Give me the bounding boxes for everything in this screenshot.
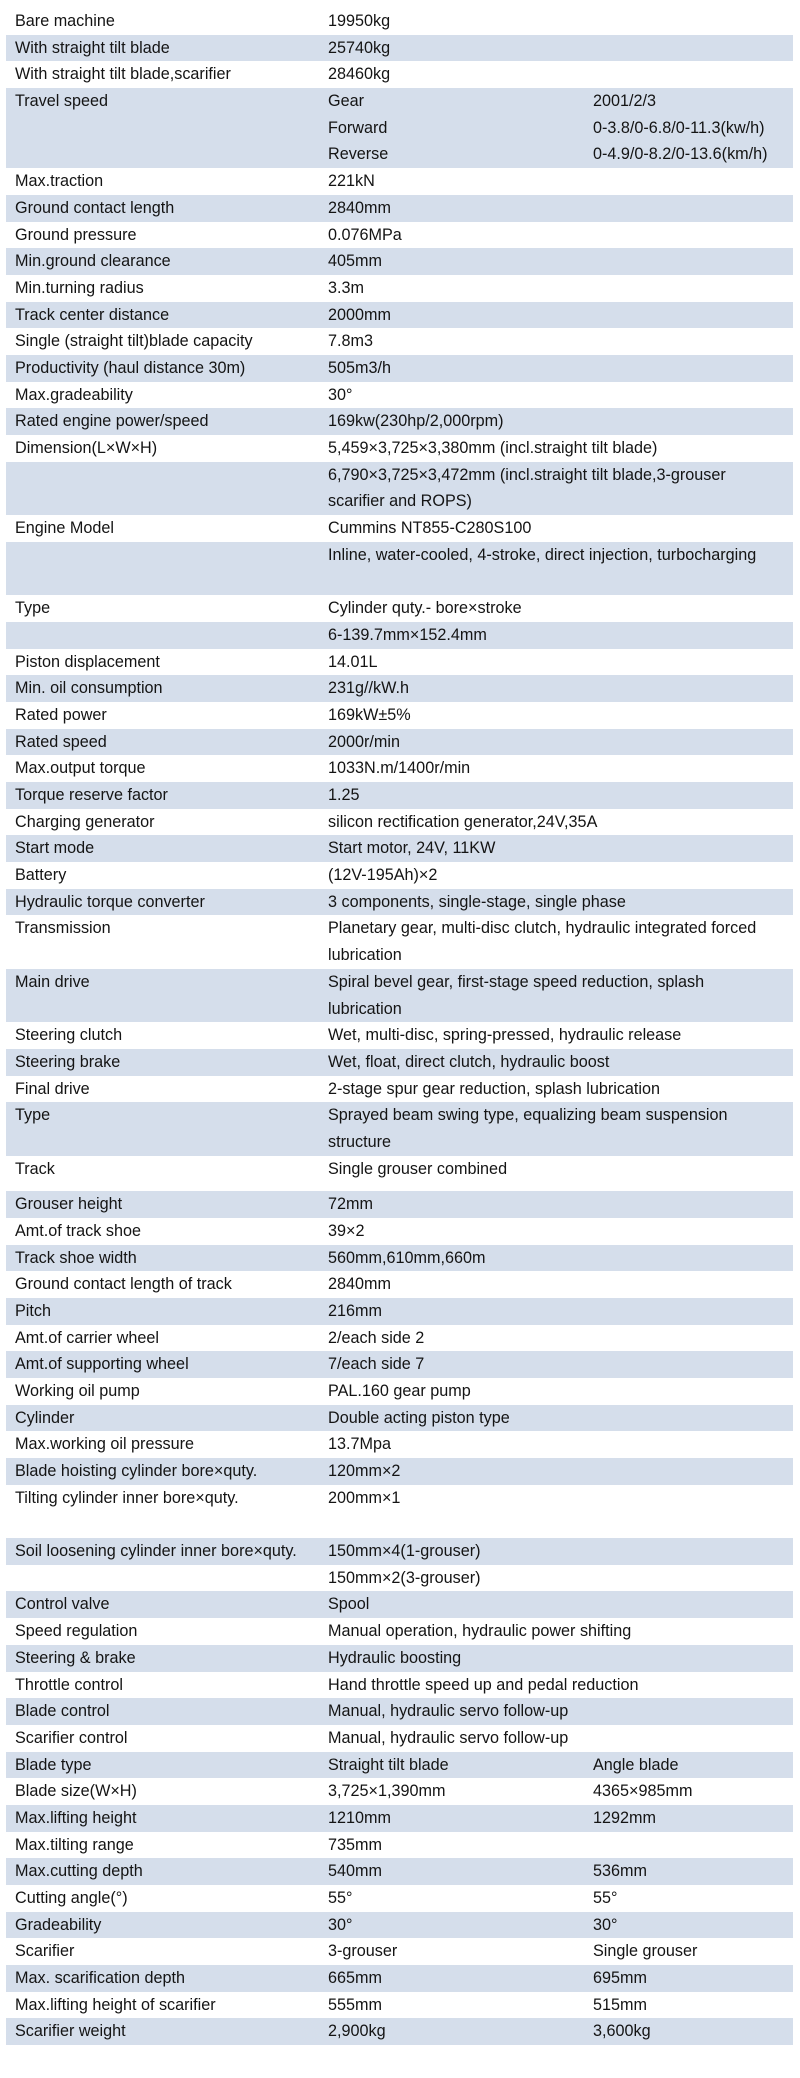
spec-value: 735mm bbox=[328, 1835, 382, 1854]
spec-label: Throttle control bbox=[15, 1675, 123, 1694]
spec-label: Soil loosening cylinder inner bore×quty. bbox=[15, 1542, 297, 1561]
spec-value: 2840mm bbox=[328, 1275, 391, 1294]
spec-row bbox=[6, 2018, 793, 2045]
spec-value: 150mm×4(1-grouser) bbox=[328, 1542, 481, 1561]
spec-value: 2840mm bbox=[328, 198, 391, 217]
spec-label: Rated speed bbox=[15, 732, 107, 751]
spec-row bbox=[6, 462, 793, 515]
spec-row bbox=[6, 1485, 793, 1538]
spec-row bbox=[6, 222, 793, 249]
spec-row bbox=[6, 1591, 793, 1618]
spec-value: 19950kg bbox=[328, 12, 391, 30]
spec-label: Max.tilting range bbox=[15, 1835, 134, 1854]
spec-row bbox=[6, 435, 793, 462]
spec-row bbox=[6, 1351, 793, 1378]
spec-value-alt: Angle blade bbox=[593, 1755, 679, 1774]
spec-label: Transmission bbox=[15, 919, 111, 938]
spec-label: Piston displacement bbox=[15, 652, 160, 671]
spec-label: Hydraulic torque converter bbox=[15, 892, 205, 911]
spec-label: Torque reserve factor bbox=[15, 785, 168, 804]
spec-label: With straight tilt blade bbox=[15, 38, 170, 57]
spec-value: Double acting piston type bbox=[328, 1408, 510, 1427]
spec-value: Wet, float, direct clutch, hydraulic boost bbox=[328, 1052, 610, 1071]
spec-row bbox=[6, 1271, 793, 1298]
spec-label: Single (straight tilt)blade capacity bbox=[15, 332, 253, 351]
spec-value: 2000mm bbox=[328, 305, 391, 324]
spec-value: silicon rectification generator,24V,35A bbox=[328, 812, 598, 831]
spec-value: 169kw(230hp/2,000rpm) bbox=[328, 412, 504, 431]
spec-value: 39×2 bbox=[328, 1221, 365, 1240]
spec-label: Amt.of carrier wheel bbox=[15, 1328, 159, 1347]
spec-row bbox=[6, 1778, 793, 1805]
spec-value-alt: Single grouser bbox=[593, 1942, 698, 1961]
spec-value: Sprayed beam swing type, equalizing beam suspension structure bbox=[328, 1106, 728, 1151]
spec-label: Steering clutch bbox=[15, 1026, 123, 1045]
spec-value: 6,790×3,725×3,472mm (incl.straight tilt blade,3-grouser scarifier and ROPS) bbox=[328, 465, 726, 511]
spec-value: Spiral bevel gear, first-stage speed reduction, splash lubrication bbox=[328, 972, 705, 1018]
spec-row bbox=[6, 1618, 793, 1645]
spec-value-alt: 536mm bbox=[593, 1862, 647, 1881]
spec-value: 0.076MPa bbox=[328, 225, 402, 244]
spec-label: Steering brake bbox=[15, 1052, 121, 1071]
spec-label: Max.gradeability bbox=[15, 385, 133, 404]
spec-value: 200mm×1 bbox=[328, 1488, 401, 1507]
spec-value: 505m3/h bbox=[328, 358, 391, 377]
spec-row bbox=[6, 1076, 793, 1103]
spec-row bbox=[6, 88, 793, 115]
spec-value: Manual operation, hydraulic power shifting bbox=[328, 1622, 632, 1641]
spec-row bbox=[6, 1885, 793, 1912]
spec-label: Amt.of track shoe bbox=[15, 1221, 141, 1240]
spec-row bbox=[6, 195, 793, 222]
spec-label: Ground contact length bbox=[15, 198, 175, 217]
spec-value: 150mm×2(3-grouser) bbox=[328, 1568, 481, 1587]
spec-row bbox=[6, 542, 793, 595]
spec-row bbox=[6, 1858, 793, 1885]
spec-label: Max.cutting depth bbox=[15, 1862, 143, 1881]
spec-value: 14.01L bbox=[328, 652, 378, 671]
spec-label: Max. scarification depth bbox=[15, 1969, 186, 1988]
spec-label: Max.traction bbox=[15, 172, 104, 191]
spec-label: Travel speed bbox=[15, 92, 108, 111]
spec-value: 3,725×1,390mm bbox=[328, 1782, 446, 1801]
spec-row bbox=[6, 275, 793, 302]
spec-label: Engine Model bbox=[15, 519, 114, 538]
spec-row bbox=[6, 8, 793, 35]
spec-row bbox=[6, 1725, 793, 1752]
spec-value: 1210mm bbox=[328, 1808, 391, 1827]
spec-row bbox=[6, 61, 793, 88]
spec-value: 221kN bbox=[328, 172, 375, 191]
spec-row bbox=[6, 782, 793, 809]
spec-label: Rated power bbox=[15, 705, 107, 724]
spec-row bbox=[6, 622, 793, 649]
spec-value: 55° bbox=[328, 1889, 353, 1908]
spec-value: 1033N.m/1400r/min bbox=[328, 759, 471, 778]
spec-row bbox=[6, 889, 793, 916]
spec-value: (12V-195Ah)×2 bbox=[328, 866, 438, 885]
spec-label: Grouser height bbox=[15, 1195, 123, 1214]
spec-row bbox=[6, 1645, 793, 1672]
spec-label: Bare machine bbox=[15, 12, 115, 30]
spec-value-alt: 3,600kg bbox=[593, 2022, 651, 2041]
spec-value-alt: 1292mm bbox=[593, 1808, 656, 1827]
spec-value: 5,459×3,725×3,380mm (incl.straight tilt blade) bbox=[328, 439, 658, 457]
spec-row bbox=[6, 408, 793, 435]
spec-value-alt: 515mm bbox=[593, 1995, 647, 2014]
spec-row bbox=[6, 1102, 793, 1155]
spec-row bbox=[6, 168, 793, 195]
spec-value: PAL.160 gear pump bbox=[328, 1381, 471, 1400]
spec-label: Min. oil consumption bbox=[15, 679, 163, 698]
spec-value: Forward bbox=[328, 118, 388, 137]
spec-row bbox=[6, 649, 793, 676]
spec-label: Main drive bbox=[15, 972, 90, 991]
spec-value-alt: 0-3.8/0-6.8/0-11.3(kw/h) bbox=[593, 118, 765, 137]
spec-row bbox=[6, 675, 793, 702]
spec-value: 3.3m bbox=[328, 278, 364, 297]
spec-row bbox=[6, 1458, 793, 1485]
spec-row bbox=[6, 328, 793, 355]
spec-row bbox=[6, 1191, 793, 1218]
spec-value: 2,900kg bbox=[328, 2022, 386, 2041]
spec-row bbox=[6, 1938, 793, 1965]
spec-value: Wet, multi-disc, spring-pressed, hydraulic release bbox=[328, 1026, 682, 1045]
spec-value: 169kW±5% bbox=[328, 705, 411, 724]
spec-value: 3 components, single-stage, single phase bbox=[328, 892, 626, 911]
spec-value: 2/each side 2 bbox=[328, 1328, 425, 1347]
spec-label: Amt.of supporting wheel bbox=[15, 1355, 189, 1374]
spec-label: Scarifier weight bbox=[15, 2022, 126, 2041]
spec-row bbox=[6, 1325, 793, 1352]
spec-label: Max.lifting height bbox=[15, 1808, 137, 1827]
spec-value: Spool bbox=[328, 1595, 370, 1614]
spec-row bbox=[6, 1156, 793, 1192]
spec-label: Max.working oil pressure bbox=[15, 1435, 195, 1454]
spec-value-alt: 2001/2/3 bbox=[593, 92, 657, 111]
spec-label: Blade size(W×H) bbox=[15, 1782, 137, 1801]
spec-value: Single grouser combined bbox=[328, 1159, 508, 1178]
spec-row bbox=[6, 1245, 793, 1272]
spec-row bbox=[6, 382, 793, 409]
spec-label: Pitch bbox=[15, 1301, 51, 1320]
spec-value: Planetary gear, multi-disc clutch, hydraulic integrated forced lubrication bbox=[328, 919, 757, 965]
spec-row bbox=[6, 515, 793, 542]
spec-value-alt: 30° bbox=[593, 1915, 618, 1934]
spec-value: 2-stage spur gear reduction, splash lubrication bbox=[328, 1079, 661, 1098]
spec-row bbox=[6, 809, 793, 836]
spec-row bbox=[6, 1965, 793, 1992]
spec-label: Max.lifting height of scarifier bbox=[15, 1995, 216, 2014]
spec-row bbox=[6, 1538, 793, 1565]
spec-value: Reverse bbox=[328, 145, 389, 164]
spec-row bbox=[6, 1049, 793, 1076]
spec-row bbox=[6, 862, 793, 889]
spec-value: 13.7Mpa bbox=[328, 1435, 391, 1454]
spec-value: Hand throttle speed up and pedal reduction bbox=[328, 1675, 639, 1694]
spec-row bbox=[6, 1431, 793, 1458]
spec-label: Battery bbox=[15, 866, 67, 885]
spec-value: 405mm bbox=[328, 252, 382, 271]
spec-value: Manual, hydraulic servo follow-up bbox=[328, 1728, 569, 1747]
spec-row bbox=[6, 1832, 793, 1859]
spec-label: Steering & brake bbox=[15, 1648, 136, 1667]
spec-label: Track center distance bbox=[15, 305, 170, 324]
spec-label: Cutting angle(°) bbox=[15, 1889, 128, 1908]
spec-label: Final drive bbox=[15, 1079, 90, 1098]
spec-label: Blade control bbox=[15, 1702, 110, 1721]
spec-row bbox=[6, 1912, 793, 1939]
spec-label: Scarifier control bbox=[15, 1728, 128, 1747]
spec-row bbox=[6, 302, 793, 329]
spec-label: Ground pressure bbox=[15, 225, 137, 244]
spec-label: Productivity (haul distance 30m) bbox=[15, 358, 246, 377]
spec-row bbox=[6, 1992, 793, 2019]
spec-value: 30° bbox=[328, 385, 353, 404]
spec-label: Charging generator bbox=[15, 812, 155, 831]
spec-value: Start motor, 24V, 11KW bbox=[328, 839, 496, 858]
spec-value-alt: 0-4.9/0-8.2/0-13.6(km/h) bbox=[593, 145, 768, 164]
spec-row bbox=[6, 248, 793, 275]
spec-label: Gradeability bbox=[15, 1915, 102, 1934]
spec-row bbox=[6, 1405, 793, 1432]
spec-row bbox=[6, 1022, 793, 1049]
spec-label: Speed regulation bbox=[15, 1622, 138, 1641]
spec-table bbox=[6, 8, 793, 2045]
spec-row bbox=[6, 969, 793, 1022]
spec-label: Type bbox=[15, 599, 51, 618]
spec-value: Straight tilt blade bbox=[328, 1755, 449, 1774]
spec-value: Inline, water-cooled, 4-stroke, direct injection, turbocharging bbox=[328, 545, 757, 564]
spec-label: Track shoe width bbox=[15, 1248, 137, 1267]
spec-value: 7.8m3 bbox=[328, 332, 373, 351]
spec-label: Dimension(L×W×H) bbox=[15, 439, 158, 457]
spec-label: Track bbox=[15, 1159, 55, 1178]
spec-value: 72mm bbox=[328, 1195, 373, 1214]
spec-row bbox=[6, 595, 793, 622]
spec-value: 560mm,610mm,660m bbox=[328, 1248, 486, 1267]
spec-label: Rated engine power/speed bbox=[15, 412, 209, 431]
spec-label: Max.output torque bbox=[15, 759, 146, 778]
spec-label: Blade hoisting cylinder bore×quty. bbox=[15, 1462, 258, 1481]
spec-row bbox=[6, 755, 793, 782]
spec-row bbox=[6, 1672, 793, 1699]
spec-row bbox=[6, 115, 793, 142]
spec-row bbox=[6, 1565, 793, 1592]
spec-value: 25740kg bbox=[328, 38, 391, 57]
spec-row bbox=[6, 1378, 793, 1405]
spec-row bbox=[6, 141, 793, 168]
spec-label: Ground contact length of track bbox=[15, 1275, 232, 1294]
spec-label: Working oil pump bbox=[15, 1381, 140, 1400]
spec-row bbox=[6, 835, 793, 862]
spec-value: 7/each side 7 bbox=[328, 1355, 425, 1374]
spec-row bbox=[6, 1218, 793, 1245]
spec-label: Min.turning radius bbox=[15, 278, 144, 297]
spec-row bbox=[6, 702, 793, 729]
spec-value: 231g//kW.h bbox=[328, 679, 409, 698]
spec-label: Control valve bbox=[15, 1595, 110, 1614]
spec-row bbox=[6, 1698, 793, 1725]
spec-value: 6-139.7mm×152.4mm bbox=[328, 625, 487, 644]
spec-value: 2000r/min bbox=[328, 732, 400, 751]
spec-value-alt: 4365×985mm bbox=[593, 1782, 693, 1801]
spec-value-alt: 695mm bbox=[593, 1969, 647, 1988]
spec-label: Min.ground clearance bbox=[15, 252, 171, 271]
spec-value: 1.25 bbox=[328, 785, 360, 804]
spec-row bbox=[6, 1298, 793, 1325]
spec-label: Tilting cylinder inner bore×quty. bbox=[15, 1488, 239, 1507]
spec-value: Gear bbox=[328, 92, 364, 111]
spec-row bbox=[6, 915, 793, 968]
spec-row bbox=[6, 1805, 793, 1832]
spec-value-alt: 55° bbox=[593, 1889, 618, 1908]
spec-value: Cylinder quty.- bore×stroke bbox=[328, 599, 522, 618]
spec-label: With straight tilt blade,scarifier bbox=[15, 65, 231, 84]
spec-row bbox=[6, 355, 793, 382]
spec-row bbox=[6, 1752, 793, 1779]
spec-value: Cummins NT855-C280S100 bbox=[328, 519, 532, 538]
spec-value: 665mm bbox=[328, 1969, 382, 1988]
spec-row bbox=[6, 35, 793, 62]
spec-value: 540mm bbox=[328, 1862, 382, 1881]
spec-row bbox=[6, 729, 793, 756]
spec-value: Manual, hydraulic servo follow-up bbox=[328, 1702, 569, 1721]
spec-value: 216mm bbox=[328, 1301, 382, 1320]
spec-label: Type bbox=[15, 1106, 51, 1125]
spec-label: Start mode bbox=[15, 839, 95, 858]
spec-value: 555mm bbox=[328, 1995, 382, 2014]
spec-label: Scarifier bbox=[15, 1942, 75, 1961]
spec-label: Cylinder bbox=[15, 1408, 75, 1427]
spec-value: Hydraulic boosting bbox=[328, 1648, 462, 1667]
spec-value: 120mm×2 bbox=[328, 1462, 401, 1481]
spec-value: 28460kg bbox=[328, 65, 391, 84]
spec-value: 30° bbox=[328, 1915, 353, 1934]
spec-label: Blade type bbox=[15, 1755, 92, 1774]
spec-value: 3-grouser bbox=[328, 1942, 398, 1961]
